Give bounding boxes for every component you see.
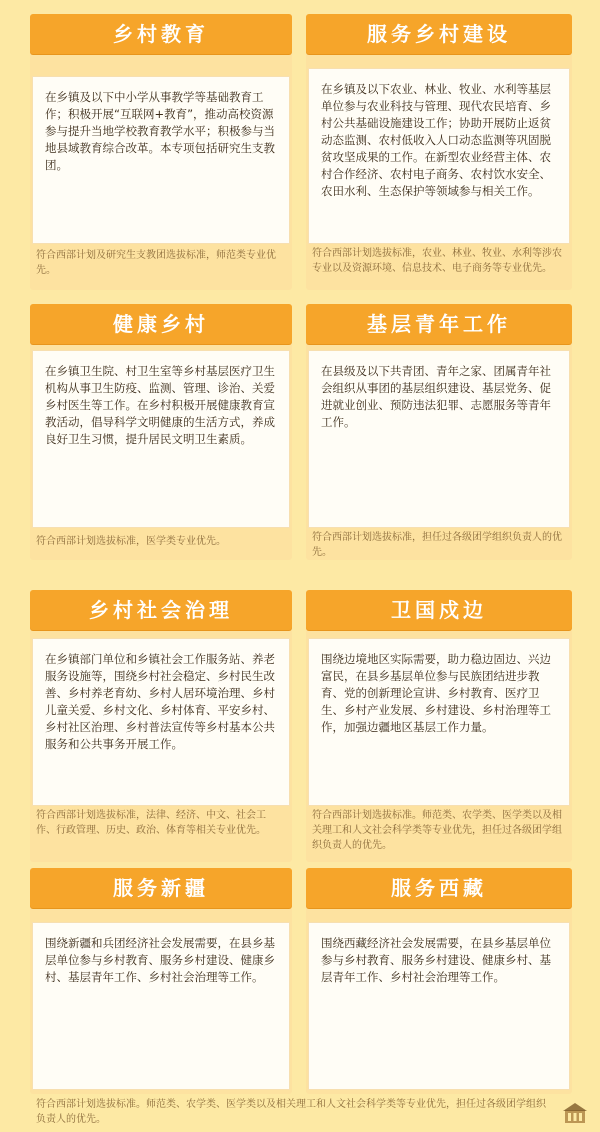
card-body: 在乡镇及以下中小学从事教学等基础教育工作；积极开展“互联网+教育”，推动高校资源参与提升当地学校教育教学水平；积极参与当地县域教育综合改革。本专项包括研究生支教团。 <box>32 76 290 244</box>
card-title: 乡村社会治理 <box>30 590 292 630</box>
card-note: 符合西部计划选拔标准。师范类、农学类、医学类以及相关理工和人文社会科学类等专业优先，担任过各级团学组织负责人的优先。 <box>312 810 562 851</box>
card-healthy-village <box>30 304 292 560</box>
card-note: 符合西部计划及研究生支教团选拔标准，师范类专业优先。 <box>36 250 276 276</box>
card-title: 乡村教育 <box>30 14 292 54</box>
building-icon <box>562 1100 588 1126</box>
card-body: 围绕西藏经济社会发展需要，在县乡基层单位参与乡村教育、服务乡村建设、健康乡村、基层青年工作、乡村社会治理等工作。 <box>308 922 570 1090</box>
card-rural-education <box>30 14 292 290</box>
card-title: 服务乡村建设 <box>306 14 572 54</box>
card-border-defense <box>306 590 572 862</box>
footer-note: 符合西部计划选拔标准。师范类、农学类、医学类以及相关理工和人文社会科学类等专业优先，担任过各级团学组织负责人的优先。 <box>36 1099 546 1125</box>
card-grassroots-youth <box>306 304 572 560</box>
card-body: 在乡镇及以下农业、林业、牧业、水利等基层单位参与农业科技与管理、现代农民培育、乡村公共基础设施建设工作；协助开展防止返贫动态监测、农村低收入人口动态监测等巩固脱贫攻坚成果的工作。在新型农业经营主体、农村合作经济、农村电子商务、农村饮水安全、农田水利、生态保护等领域参与相关工作。 <box>308 68 570 244</box>
card-note: 符合西部计划选拔标准，农业、林业、牧业、水利等涉农专业以及资源环境、信息技术、电子商务等专业优先。 <box>312 248 562 274</box>
card-title: 服务西藏 <box>306 868 572 908</box>
card-title: 卫国戍边 <box>306 590 572 630</box>
card-note: 符合西部计划选拔标准，担任过各级团学组织负责人的优先。 <box>312 532 562 558</box>
card-body: 围绕新疆和兵团经济社会发展需要，在县乡基层单位参与乡村教育、服务乡村建设、健康乡村、基层青年工作、乡村社会治理等工作。 <box>32 922 290 1090</box>
card-body: 在乡镇部门单位和乡镇社会工作服务站、养老服务设施等，围绕乡村社会稳定、乡村民生改善、乡村养老育幼、乡村人居环境治理、乡村儿童关爱、乡村文化、乡村体育、平安乡村、乡村社区治理、乡村普法宣传等乡村基本公共服务和公共事务开展工作。 <box>32 638 290 806</box>
card-rural-construction <box>306 14 572 290</box>
card-body: 在乡镇卫生院、村卫生室等乡村基层医疗卫生机构从事卫生防疫、监测、管理、诊治、关爱乡村医生等工作。在乡村积极开展健康教育宣教活动，倡导科学文明健康的生活方式，养成良好卫生习惯，提升居民文明卫生素质。 <box>32 350 290 528</box>
card-title: 基层青年工作 <box>306 304 572 344</box>
card-body: 围绕边境地区实际需要，助力稳边固边、兴边富民，在县乡基层单位参与民族团结进步教育、党的创新理论宣讲、乡村教育、医疗卫生、乡村产业发展、乡村建设、乡村治理等工作，加强边疆地区基层工作力量。 <box>308 638 570 806</box>
card-note: 符合西部计划选拔标准，医学类专业优先。 <box>36 536 226 547</box>
card-title: 健康乡村 <box>30 304 292 344</box>
card-serve-tibet <box>306 868 572 1094</box>
card-serve-xinjiang <box>30 868 292 1094</box>
card-note: 符合西部计划选拔标准，法律、经济、中文、社会工作、行政管理、历史、政治、体育等相关专业优先。 <box>36 810 266 836</box>
card-body: 在县级及以下共青团、青年之家、团属青年社会组织从事团的基层组织建设、基层党务、促进就业创业、预防违法犯罪、志愿服务等青年工作。 <box>308 350 570 528</box>
card-title: 服务新疆 <box>30 868 292 908</box>
card-social-governance <box>30 590 292 862</box>
